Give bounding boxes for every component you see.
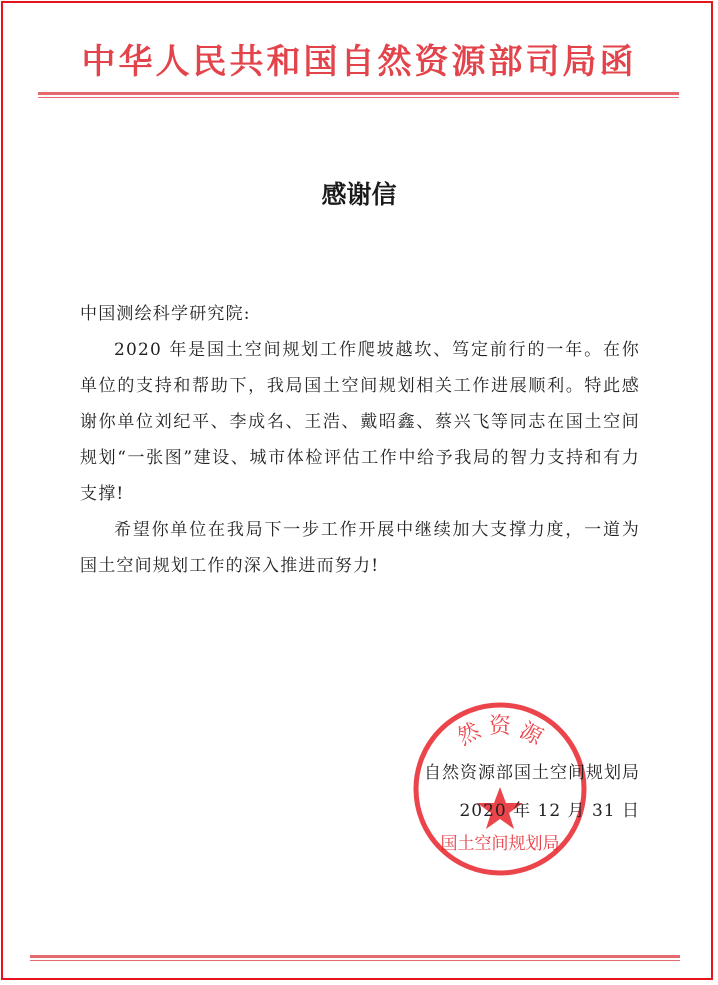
- letter-title: 感谢信: [321, 180, 397, 209]
- letterhead-rule-thin: [38, 97, 679, 98]
- footer-rule-thick: [30, 955, 680, 958]
- letterhead-title: 中华人民共和国自然资源部司局函: [81, 42, 637, 82]
- seal-arc-text: 然 资 源: [453, 714, 547, 751]
- paragraph-2: 希望你单位在我局下一步工作开展中继续加大支撑力度，一道为国土空间规划工作的深入推进而努力!: [80, 520, 640, 576]
- signature-organization: 自然资源部国土空间规划局: [424, 763, 640, 783]
- letter-body: [80, 296, 640, 584]
- paragraph-1: 2020 年是国土空间规划工作爬坡越坎、笃定前行的一年。在你单位的支持和帮助下，我局国土空间规划相关工作进展顺利。特此感谢你单位刘纪平、李成名、王浩、戴昭鑫、蔡兴飞等同志在国土空间规划“一张图”建设、城市体检评估工作中给予我局的智力支持和有力支撑!: [80, 340, 640, 504]
- letterhead-rule-thick: [38, 92, 679, 95]
- footer-rule-thin: [30, 960, 680, 961]
- signature-date: 2020 年 12 月 31 日: [459, 801, 640, 821]
- seal-bottom-text: 国土空间规划局: [440, 834, 560, 854]
- salutation: 中国测绘科学研究院:: [80, 304, 251, 324]
- official-seal: [410, 699, 590, 879]
